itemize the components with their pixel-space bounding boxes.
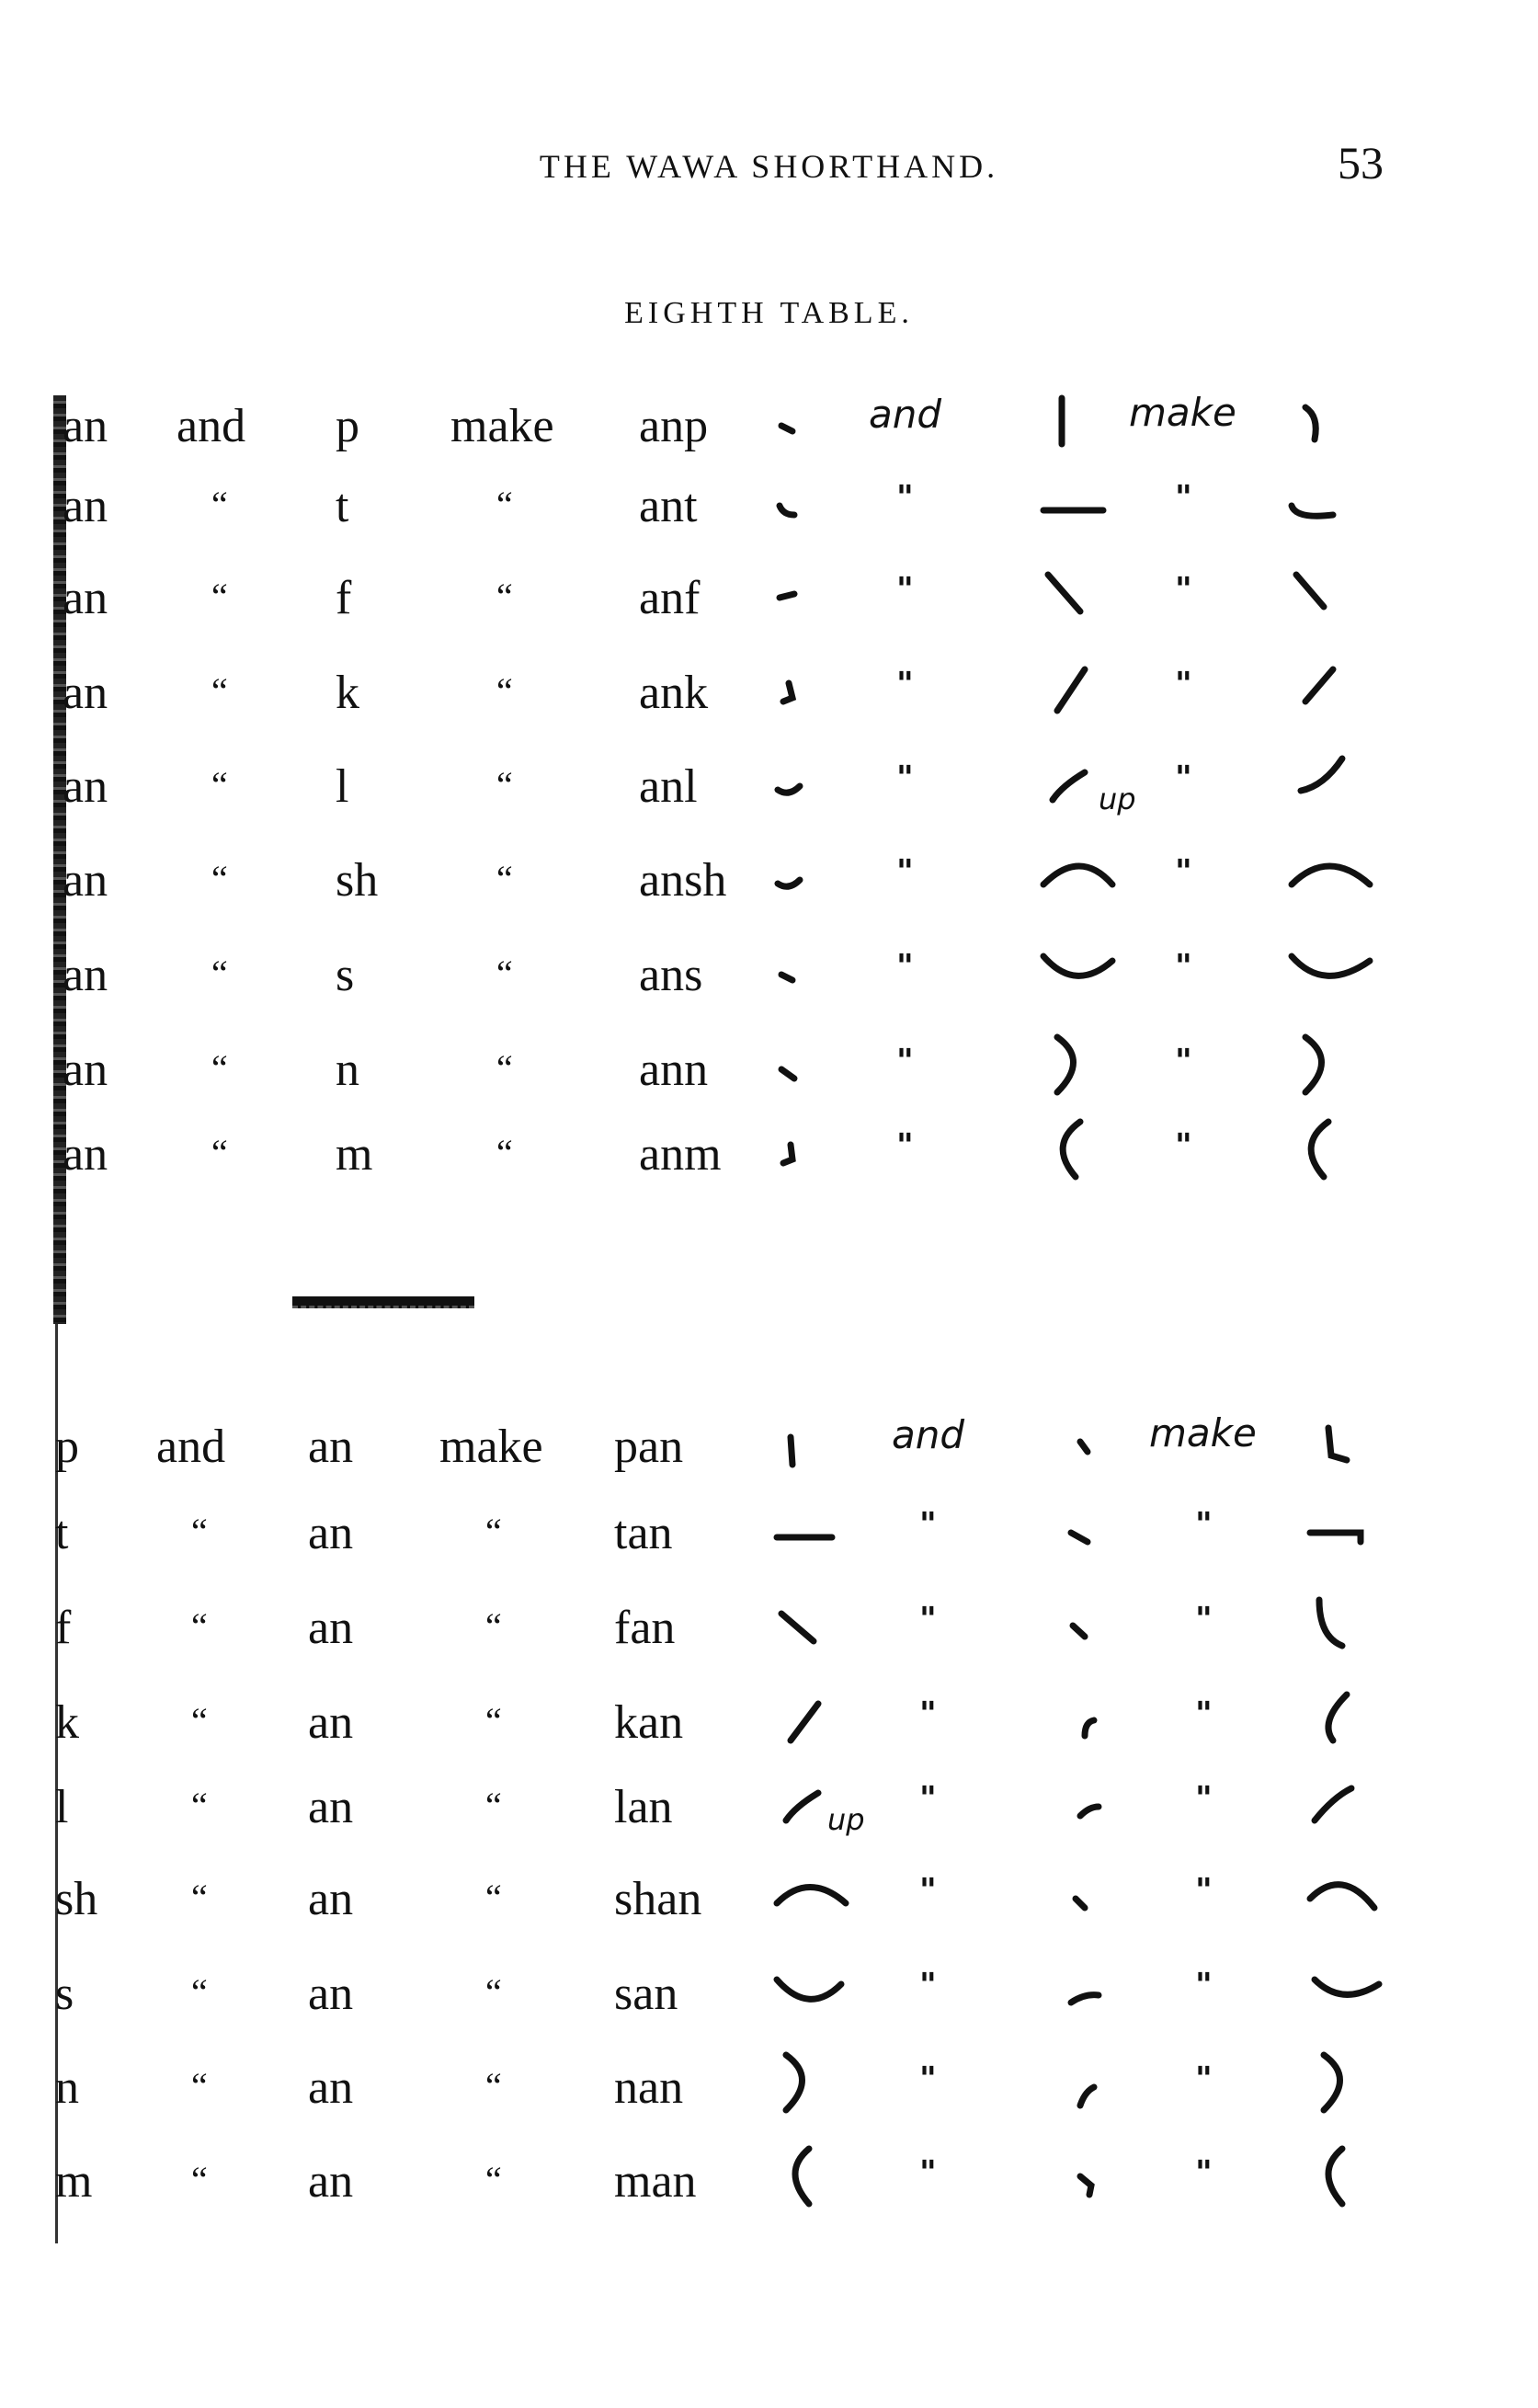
shorthand-sign-second-stroke <box>1043 956 1112 976</box>
shorthand-sign-second <box>1039 561 1122 644</box>
shorthand-sign-first <box>772 389 855 472</box>
shorthand-sign-first <box>772 656 855 738</box>
shorthand-sign-second-stroke <box>1080 2087 1094 2106</box>
shorthand-sign-first <box>772 1117 855 1200</box>
shorthand-sign-second-stroke <box>1080 1807 1099 1816</box>
shorthand-sign-second <box>1062 1957 1145 2039</box>
shorthand-sign-result-stroke <box>1311 1122 1328 1177</box>
ditto-mark: “ <box>485 1785 502 1826</box>
result-word: ann <box>639 1044 709 1096</box>
shorthand-sign-first <box>772 1033 855 1115</box>
hand-ditto-mark: " <box>1175 1127 1192 1165</box>
shorthand-sign-result-stroke <box>1315 1980 1379 1994</box>
shorthand-sign-first-stroke <box>780 506 794 515</box>
hand-ditto-mark: " <box>1175 853 1192 891</box>
shorthand-sign-result <box>1287 938 1370 1021</box>
shorthand-sign-result-stroke <box>1305 407 1316 439</box>
ditto-mark: “ <box>485 1971 502 2013</box>
running-header: THE WAWA SHORTHAND. <box>539 148 999 185</box>
shorthand-sign-second-stroke <box>1043 866 1112 884</box>
shorthand-sign-second-stroke <box>1076 1899 1085 1908</box>
ditto-mark: “ <box>191 2159 208 2200</box>
suffix-cell: an <box>308 1781 354 1833</box>
table-title: EIGHTH TABLE. <box>624 296 914 330</box>
shorthand-sign-result-stroke <box>1328 2149 1342 2204</box>
shorthand-sign-result-stroke <box>1305 669 1333 702</box>
shorthand-sign-result-stroke <box>1310 1885 1374 1908</box>
shorthand-sign-result-stroke <box>1315 1788 1351 1820</box>
result-word: ansh <box>639 854 727 907</box>
ditto-mark: “ <box>485 1877 502 1918</box>
shorthand-sign-result-stroke <box>1328 1428 1347 1460</box>
make-word: make <box>450 400 554 452</box>
shorthand-sign-result <box>1305 1685 1388 1768</box>
result-word: san <box>614 1968 678 2020</box>
ditto-mark: “ <box>485 2159 502 2200</box>
result-word: fan <box>614 1602 676 1654</box>
shorthand-sign-result-stroke <box>1292 866 1370 884</box>
shorthand-sign-result <box>1287 656 1370 738</box>
shorthand-sign-result <box>1305 1496 1388 1579</box>
shorthand-sign-first-stroke <box>781 975 792 980</box>
shorthand-sign-first <box>772 1496 855 1579</box>
shorthand-sign-result-stroke <box>1324 2055 1340 2110</box>
hand-ditto-mark: " <box>1175 948 1192 986</box>
shorthand-sign-first-stroke <box>778 786 800 793</box>
shorthand-sign-result-stroke <box>1292 956 1370 976</box>
page-number: 53 <box>1338 137 1384 188</box>
shorthand-sign-second <box>1062 1409 1145 1492</box>
suffix-cell: k <box>336 667 359 719</box>
ditto-mark: “ <box>496 764 513 805</box>
suffix-cell: f <box>336 572 352 624</box>
shorthand-sign-result <box>1287 389 1370 472</box>
hand-ditto-mark: " <box>919 2154 937 2192</box>
hand-ditto-mark: " <box>919 1506 937 1544</box>
hand-and-label: and <box>892 1412 965 1457</box>
hand-ditto-mark: " <box>1195 1872 1213 1910</box>
hand-ditto-mark: " <box>1175 666 1192 703</box>
ditto-mark: “ <box>211 1047 228 1089</box>
shorthand-sign-second <box>1039 843 1122 926</box>
shorthand-sign-first-stroke <box>780 594 794 598</box>
ditto-mark: “ <box>211 764 228 805</box>
hand-ditto-mark: " <box>919 1601 937 1638</box>
shorthand-sign-first-stroke <box>786 2055 803 2110</box>
shorthand-sign-first <box>772 1862 855 1945</box>
hand-ditto-mark: " <box>1195 1601 1213 1638</box>
shorthand-sign-first <box>772 1685 855 1768</box>
hand-ditto-mark: " <box>896 666 914 703</box>
result-word: tan <box>614 1507 673 1559</box>
shorthand-sign-first <box>772 1409 855 1492</box>
shorthand-sign-result <box>1287 561 1370 644</box>
ditto-mark: “ <box>191 1605 208 1647</box>
ditto-mark: “ <box>485 1700 502 1741</box>
hand-make-label: make <box>1129 390 1236 435</box>
result-word: lan <box>614 1781 673 1833</box>
ditto-mark: “ <box>485 2065 502 2106</box>
suffix-cell: an <box>308 1696 354 1749</box>
hand-ditto-mark: " <box>1195 1780 1213 1818</box>
hand-ditto-mark: " <box>896 948 914 986</box>
shorthand-sign-result <box>1287 1033 1370 1115</box>
shorthand-sign-second <box>1062 2144 1145 2227</box>
shorthand-sign-result <box>1305 1409 1388 1492</box>
shorthand-sign-second <box>1039 938 1122 1021</box>
prefix-cell: an <box>63 854 108 907</box>
ditto-mark: “ <box>191 1971 208 2013</box>
shorthand-sign-second <box>1062 1591 1145 1673</box>
suffix-cell: an <box>308 1507 354 1559</box>
hand-ditto-mark: " <box>919 1695 937 1733</box>
suffix-cell: sh <box>336 854 379 907</box>
shorthand-sign-first-stroke <box>781 1614 814 1641</box>
shorthand-sign-result <box>1305 1770 1388 1853</box>
prefix-cell: sh <box>55 1873 98 1925</box>
hand-ditto-mark: " <box>1195 1967 1213 2004</box>
ditto-mark: “ <box>485 1605 502 1647</box>
shorthand-sign-second-stroke <box>1071 1995 1099 2003</box>
prefix-cell: an <box>63 480 108 532</box>
up-annotation: up <box>827 1802 865 1837</box>
hand-ditto-mark: " <box>1195 2154 1213 2192</box>
result-word: ant <box>639 480 698 532</box>
shorthand-sign-second-stroke <box>1057 1037 1074 1092</box>
up-annotation: up <box>1099 782 1136 816</box>
shorthand-sign-second <box>1062 1862 1145 1945</box>
ditto-mark: “ <box>496 1132 513 1173</box>
ditto-mark: “ <box>191 1785 208 1826</box>
suffix-cell: an <box>308 1602 354 1654</box>
shorthand-sign-result <box>1287 749 1370 832</box>
shorthand-sign-first-stroke <box>777 1980 841 1999</box>
shorthand-sign-result <box>1287 469 1370 552</box>
result-word: kan <box>614 1696 684 1749</box>
prefix-cell: an <box>63 667 108 719</box>
hand-ditto-mark: " <box>896 1043 914 1080</box>
ditto-mark: “ <box>496 858 513 899</box>
result-word: shan <box>614 1873 702 1925</box>
hand-ditto-mark: " <box>919 1780 937 1818</box>
prefix-cell: f <box>55 1602 72 1654</box>
hand-ditto-mark: " <box>896 853 914 891</box>
shorthand-sign-second-stroke <box>1053 772 1085 800</box>
ditto-mark: “ <box>211 858 228 899</box>
hand-ditto-mark: " <box>896 759 914 797</box>
ditto-mark: “ <box>496 953 513 994</box>
suffix-cell: m <box>336 1128 373 1181</box>
result-word: ans <box>639 949 703 1001</box>
shorthand-sign-second <box>1039 469 1122 552</box>
hand-ditto-mark: " <box>919 2060 937 2098</box>
hand-ditto-mark: " <box>896 479 914 517</box>
prefix-cell: l <box>55 1781 69 1833</box>
ditto-mark: “ <box>211 1132 228 1173</box>
shorthand-sign-result <box>1305 1591 1388 1673</box>
shorthand-sign-result-stroke <box>1319 1600 1342 1646</box>
shorthand-sign-second <box>1039 389 1122 472</box>
suffix-cell: an <box>308 1421 354 1473</box>
prefix-cell: an <box>63 949 108 1001</box>
shorthand-sign-first-stroke <box>783 1145 792 1163</box>
shorthand-sign-second-stroke <box>1063 1122 1080 1177</box>
shorthand-sign-first <box>772 2050 855 2133</box>
result-word: anl <box>639 760 698 813</box>
shorthand-sign-second <box>1039 1117 1122 1200</box>
result-word: pan <box>614 1421 684 1473</box>
shorthand-sign-first-stroke <box>786 1793 818 1820</box>
shorthand-sign-second-stroke <box>1071 1533 1088 1542</box>
shorthand-sign-result-stroke <box>1292 506 1333 516</box>
result-word: ank <box>639 667 709 719</box>
suffix-cell: n <box>336 1044 359 1096</box>
shorthand-sign-first <box>772 1591 855 1673</box>
shorthand-sign-result <box>1305 1862 1388 1945</box>
shorthand-sign-result-stroke <box>1301 759 1342 791</box>
shorthand-sign-first <box>772 938 855 1021</box>
shorthand-sign-first-stroke <box>781 426 792 431</box>
result-word: anp <box>639 400 709 452</box>
shorthand-sign-first-stroke <box>791 1704 818 1740</box>
shorthand-sign-first-stroke <box>791 1437 792 1465</box>
shorthand-sign-first-stroke <box>778 880 800 886</box>
hand-ditto-mark: " <box>1195 2060 1213 2098</box>
ditto-mark: “ <box>211 953 228 994</box>
prefix-cell: t <box>55 1507 69 1559</box>
ditto-mark: “ <box>211 484 228 525</box>
suffix-cell: an <box>308 1873 354 1925</box>
hand-ditto-mark: " <box>1175 571 1192 609</box>
shorthand-sign-result-stroke <box>1296 575 1324 607</box>
prefix-cell: m <box>55 2155 93 2208</box>
shorthand-sign-result-stroke <box>1310 1533 1361 1542</box>
ditto-mark: “ <box>211 670 228 712</box>
suffix-cell: an <box>308 2061 354 2114</box>
shorthand-sign-second-stroke <box>1048 575 1080 611</box>
ditto-mark: “ <box>211 576 228 617</box>
shorthand-sign-second <box>1062 1770 1145 1853</box>
shorthand-sign-second <box>1062 1685 1145 1768</box>
result-word: man <box>614 2155 697 2208</box>
prefix-cell: an <box>63 1128 108 1181</box>
hand-ditto-mark: " <box>919 1967 937 2004</box>
shorthand-sign-result <box>1287 843 1370 926</box>
hand-make-label: make <box>1149 1410 1257 1455</box>
hand-ditto-mark: " <box>1175 479 1192 517</box>
prefix-cell: s <box>55 1968 74 2020</box>
suffix-cell: an <box>308 1968 354 2020</box>
shorthand-sign-second-stroke <box>1080 2176 1091 2195</box>
prefix-cell: an <box>63 572 108 624</box>
shorthand-sign-first <box>772 2144 855 2227</box>
ditto-mark: “ <box>191 1700 208 1741</box>
shorthand-sign-first-stroke <box>777 1888 846 1904</box>
hand-ditto-mark: " <box>1175 759 1192 797</box>
shorthand-sign-result <box>1305 2144 1388 2227</box>
ditto-mark: “ <box>191 1877 208 1918</box>
prefix-cell: an <box>63 760 108 813</box>
suffix-cell: t <box>336 480 349 532</box>
shorthand-sign-result-stroke <box>1305 1037 1322 1092</box>
prefix-cell: n <box>55 2061 79 2114</box>
suffix-cell: p <box>336 400 359 452</box>
hand-and-label: and <box>869 392 942 437</box>
hand-ditto-mark: " <box>896 1127 914 1165</box>
shorthand-sign-result-stroke <box>1328 1695 1347 1740</box>
hand-ditto-mark: " <box>1195 1695 1213 1733</box>
shorthand-sign-first <box>772 1957 855 2039</box>
ditto-mark: “ <box>485 1511 502 1552</box>
shorthand-sign-second <box>1062 1496 1145 1579</box>
shorthand-sign-second-stroke <box>1080 1442 1088 1452</box>
section-divider <box>292 1296 474 1308</box>
prefix-cell: an <box>63 400 108 452</box>
shorthand-sign-second-stroke <box>1085 1720 1094 1736</box>
shorthand-sign-result <box>1287 1117 1370 1200</box>
and-word: and <box>156 1421 226 1473</box>
prefix-cell: k <box>55 1696 79 1749</box>
ditto-mark: “ <box>191 1511 208 1552</box>
and-word: and <box>177 400 246 452</box>
prefix-cell: p <box>55 1421 79 1473</box>
shorthand-sign-result <box>1305 1957 1388 2039</box>
suffix-cell: an <box>308 2155 354 2208</box>
hand-ditto-mark: " <box>1175 1043 1192 1080</box>
shorthand-sign-second <box>1039 656 1122 738</box>
ditto-mark: “ <box>496 576 513 617</box>
shorthand-sign-first <box>772 749 855 832</box>
ditto-mark: “ <box>496 484 513 525</box>
result-word: anm <box>639 1128 722 1181</box>
ditto-mark: “ <box>496 1047 513 1089</box>
shorthand-sign-second-stroke <box>1073 1626 1085 1637</box>
hand-ditto-mark: " <box>896 571 914 609</box>
result-word: anf <box>639 572 701 624</box>
hand-ditto-mark: " <box>919 1872 937 1910</box>
shorthand-sign-first <box>772 561 855 644</box>
shorthand-sign-second-stroke <box>1057 669 1085 711</box>
suffix-cell: l <box>336 760 349 813</box>
shorthand-sign-first-stroke <box>783 683 792 702</box>
shorthand-sign-second <box>1039 1033 1122 1115</box>
hand-ditto-mark: " <box>1195 1506 1213 1544</box>
shorthand-sign-result <box>1305 2050 1388 2133</box>
shorthand-sign-first <box>772 469 855 552</box>
ditto-mark: “ <box>191 2065 208 2106</box>
shorthand-sign-first-stroke <box>795 2149 809 2204</box>
shorthand-sign-first-stroke <box>781 1069 794 1078</box>
shorthand-sign-first <box>772 843 855 926</box>
ditto-mark: “ <box>496 670 513 712</box>
shorthand-sign-second <box>1062 2050 1145 2133</box>
result-word: nan <box>614 2061 684 2114</box>
make-word: make <box>439 1421 543 1473</box>
suffix-cell: s <box>336 949 355 1001</box>
prefix-cell: an <box>63 1044 108 1096</box>
